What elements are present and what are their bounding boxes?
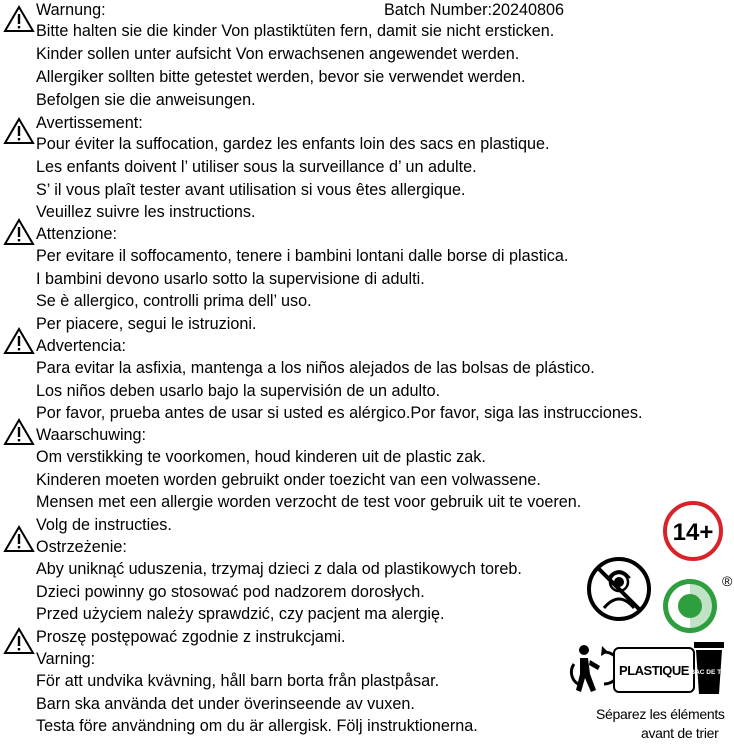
warning-triangle-icon <box>3 218 35 246</box>
text-line: Per evitare il soffocamento, tenere i bambini lontani dalle borse di plastica. <box>36 247 569 265</box>
section-heading: Varning: <box>36 650 96 668</box>
text-line: Bitte halten sie die kinder Von plastiktüten fern, damit sie nicht ersticken. <box>36 22 555 40</box>
text-line: Proszę postępować zgodnie z instrukcjami. <box>36 628 346 646</box>
registered-mark: ® <box>722 573 733 589</box>
text-line: I bambini devono usarlo sotto la supervisione di adulti. <box>36 270 425 288</box>
age-label: 14+ <box>672 519 714 546</box>
text-line: Allergiker sollten bitte getestet werden, bevor sie verwendet werden. <box>36 68 526 86</box>
text-line: Veuillez suivre les instructions. <box>36 203 256 221</box>
text-line: Barn ska använda det under överinseende av vuxen. <box>36 695 415 713</box>
text-line: Les enfants doivent l’ utiliser sous la surveillance d’ un adulte. <box>36 158 477 176</box>
text-line: Mensen met een allergie worden verzocht de test voor gebruik uit te voeren. <box>36 493 582 511</box>
section-heading: Advertencia: <box>36 337 126 355</box>
batch-number: Batch Number:20240806 <box>384 1 564 19</box>
text-line: S’ il vous plaît tester avant utilisation si vous êtes allergique. <box>36 181 466 199</box>
text-line: Befolgen sie die anweisungen. <box>36 91 256 109</box>
text-line: Dzieci powinny go stosować pod nadzorem dorosłych. <box>36 583 425 601</box>
text-line: Volg de instructies. <box>36 516 172 534</box>
warning-triangle-icon <box>3 418 35 446</box>
text-line: Per piacere, segui le istruzioni. <box>36 315 257 333</box>
text-line: För att undvika kvävning, håll barn borta från plastpåsar. <box>36 672 440 690</box>
no-plastic-bag-icon <box>586 556 652 622</box>
warning-triangle-icon <box>3 525 35 553</box>
text-line: Para evitar la asfixia, mantenga a los niños alejados de las bolsas de plástico. <box>36 359 595 377</box>
text-line: Kinderen moeten worden gebruikt onder toezicht van een volwassene. <box>36 471 541 489</box>
warning-triangle-icon <box>3 5 35 33</box>
section-heading: Ostrzeżenie: <box>36 538 127 556</box>
text-line: Kinder sollen unter aufsicht Von erwachsenen angewendet werden. <box>36 45 520 63</box>
bin-label: BAC DE TRI <box>690 669 728 676</box>
text-line: Se è allergico, controlli prima dell’ uso. <box>36 292 312 310</box>
text-line: Los niños deben usarlo bajo la supervisión de un adulto. <box>36 382 441 400</box>
section-heading: Avertissement: <box>36 114 143 132</box>
green-dot-icon <box>660 572 733 634</box>
plastique-label: PLASTIQUE <box>619 663 689 678</box>
age-14-plus-icon <box>662 500 724 562</box>
text-line: Testa före användning om du är allergisk. Följ instruktionerna. <box>36 717 478 735</box>
text-line: Om verstikking te voorkomen, houd kinderen uit de plastic zak. <box>36 448 486 466</box>
sorting-instruction-line2: avant de trier <box>641 725 719 741</box>
text-line: Aby uniknąć uduszenia, trzymaj dzieci z dala od plastikowych toreb. <box>36 560 522 578</box>
text-line: Przed użyciem należy sprawdzić, czy pacjent ma alergię. <box>36 605 445 623</box>
text-line: Pour éviter la suffocation, gardez les enfants loin des sacs en plastique. <box>36 135 550 153</box>
section-heading: Attenzione: <box>36 225 117 243</box>
text-line: Por favor, prueba antes de usar si usted es alérgico.Por favor, siga las instrucciones. <box>36 404 643 422</box>
section-heading: Waarschuwing: <box>36 426 147 444</box>
warning-triangle-icon <box>3 327 35 355</box>
section-heading: Warnung: <box>36 1 106 19</box>
sorting-instruction-line1: Séparez les éléments <box>596 706 725 722</box>
sorting-bin-icon <box>612 640 732 696</box>
warning-triangle-icon <box>3 117 35 145</box>
warning-triangle-icon <box>3 627 35 655</box>
